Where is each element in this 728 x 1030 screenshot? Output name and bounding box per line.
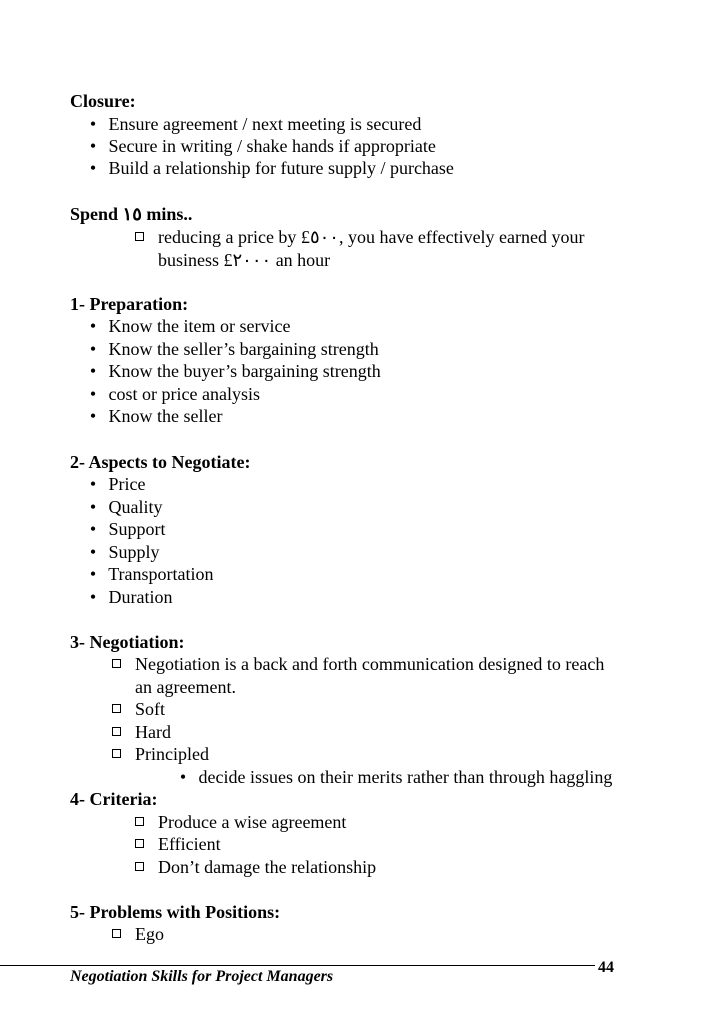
bullet-icon: •	[89, 158, 97, 178]
bullet-icon: •	[89, 339, 97, 359]
list-item: Soft	[112, 698, 165, 720]
checkbox-square-icon	[112, 659, 121, 668]
bullet-icon: •	[179, 767, 187, 787]
bullet-icon: •	[89, 564, 97, 584]
preparation-heading: 1- Preparation:	[70, 294, 189, 314]
checkbox-square-icon	[112, 929, 121, 938]
list-item: Ego	[112, 923, 164, 945]
bullet-icon: •	[89, 587, 97, 607]
checkbox-square-icon	[135, 817, 144, 826]
list-item: Don’t damage the relationship	[135, 856, 376, 878]
list-item-continuation: business £٢٠٠٠ an hour	[158, 250, 331, 270]
bullet-icon: •	[89, 542, 97, 562]
bullet-icon: •	[89, 497, 97, 517]
list-item: • Know the seller’s bargaining strength	[82, 338, 379, 360]
list-item: • Know the seller	[82, 405, 222, 427]
list-item: Hard	[112, 721, 171, 743]
bullet-icon: •	[89, 406, 97, 426]
bullet-icon: •	[89, 384, 97, 404]
list-item: Principled	[112, 743, 209, 765]
sub-list-item: • decide issues on their merits rather than through haggling	[172, 766, 612, 788]
bullet-icon: •	[89, 474, 97, 494]
checkbox-square-icon	[135, 862, 144, 871]
checkbox-square-icon	[112, 704, 121, 713]
negotiation-heading: 3- Negotiation:	[70, 632, 185, 652]
bullet-icon: •	[89, 361, 97, 381]
list-item: • Know the item or service	[82, 315, 290, 337]
checkbox-square-icon	[135, 839, 144, 848]
criteria-heading: 4- Criteria:	[70, 789, 158, 809]
list-item: • Supply	[82, 541, 160, 563]
bullet-icon: •	[89, 136, 97, 156]
footer-title: Negotiation Skills for Project Managers	[70, 968, 334, 985]
bullet-icon: •	[89, 316, 97, 336]
aspects-heading: 2- Aspects to Negotiate:	[70, 452, 251, 472]
list-item: • Build a relationship for future supply / purchase	[82, 157, 454, 179]
list-item: • Support	[82, 518, 166, 540]
checkbox-square-icon	[112, 727, 121, 736]
spend-heading: Spend ١٥ mins..	[70, 204, 193, 224]
list-item: • Price	[82, 473, 145, 495]
list-item: • Ensure agreement / next meeting is secured	[82, 113, 421, 135]
list-item: • cost or price analysis	[82, 383, 260, 405]
bullet-icon: •	[89, 519, 97, 539]
footer-divider	[0, 965, 595, 966]
list-item: Negotiation is a back and forth communication designed to reach	[112, 653, 604, 675]
list-item: • Duration	[82, 586, 172, 608]
list-item: • Transportation	[82, 563, 214, 585]
list-item: reducing a price by £٥٠٠, you have effectively earned your	[135, 226, 585, 248]
bullet-icon: •	[89, 114, 97, 134]
problems-heading: 5- Problems with Positions:	[70, 902, 281, 922]
list-item-continuation: an agreement.	[135, 677, 236, 697]
checkbox-square-icon	[135, 232, 144, 241]
list-item: Efficient	[135, 833, 221, 855]
list-item: Produce a wise agreement	[135, 811, 346, 833]
list-item: • Quality	[82, 496, 163, 518]
list-item: • Know the buyer’s bargaining strength	[82, 360, 381, 382]
page-number: 44	[598, 959, 614, 976]
checkbox-square-icon	[112, 749, 121, 758]
list-item: • Secure in writing / shake hands if appropriate	[82, 135, 436, 157]
closure-heading: Closure:	[70, 91, 136, 111]
